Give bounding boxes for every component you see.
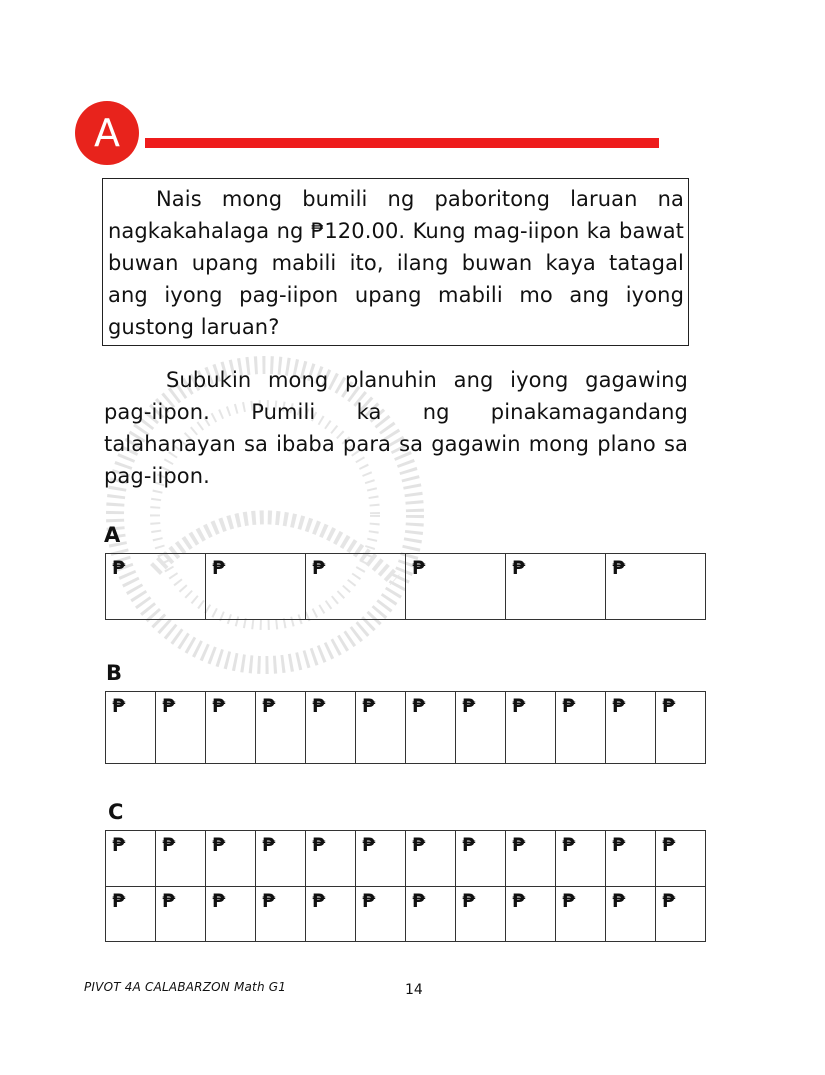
peso-cell[interactable]: ₱ (106, 554, 206, 620)
footer-course-label: PIVOT 4A CALABARZON Math G1 (84, 980, 287, 994)
savings-table-a (105, 553, 706, 620)
peso-cell[interactable]: ₱ (106, 692, 156, 764)
peso-cell[interactable]: ₱ (356, 887, 406, 942)
peso-cell[interactable]: ₱ (556, 887, 606, 942)
problem-text (108, 183, 684, 343)
peso-cell[interactable]: ₱ (406, 831, 456, 887)
peso-cell[interactable]: ₱ (456, 831, 506, 887)
table-b-label: B (106, 661, 123, 685)
peso-cell[interactable]: ₱ (606, 554, 706, 620)
peso-cell[interactable]: ₱ (106, 831, 156, 887)
peso-cell[interactable]: ₱ (356, 831, 406, 887)
peso-cell[interactable]: ₱ (156, 887, 206, 942)
peso-cell[interactable]: ₱ (306, 831, 356, 887)
peso-cell[interactable]: ₱ (556, 692, 606, 764)
savings-table-c-row-1 (105, 830, 706, 887)
peso-cell[interactable]: ₱ (506, 554, 606, 620)
peso-cell[interactable]: ₱ (206, 554, 306, 620)
peso-cell[interactable]: ₱ (656, 887, 706, 942)
section-badge: A (75, 101, 139, 165)
peso-cell[interactable]: ₱ (156, 692, 206, 764)
peso-cell[interactable]: ₱ (456, 692, 506, 764)
table-a-label: A (104, 523, 121, 547)
peso-cell[interactable]: ₱ (156, 831, 206, 887)
problem-box (102, 178, 689, 346)
section-title-bar (145, 138, 659, 148)
peso-cell[interactable]: ₱ (206, 887, 256, 942)
instruction-text-content: Subukin mong planuhin ang iyong gagawing pag-iipon. Pumili ka ng pinakamagandang talahanayan sa ibaba para sa gagawin mong plano sa pag-iipon. (104, 368, 688, 488)
peso-cell[interactable]: ₱ (206, 692, 256, 764)
page-number: 14 (405, 982, 423, 998)
peso-cell[interactable]: ₱ (606, 692, 656, 764)
peso-cell[interactable]: ₱ (606, 831, 656, 887)
peso-cell[interactable]: ₱ (206, 831, 256, 887)
peso-cell[interactable]: ₱ (656, 692, 706, 764)
peso-cell[interactable]: ₱ (306, 692, 356, 764)
savings-table-b (105, 691, 706, 764)
peso-cell[interactable]: ₱ (606, 887, 656, 942)
peso-cell[interactable]: ₱ (456, 887, 506, 942)
peso-cell[interactable]: ₱ (556, 831, 606, 887)
peso-cell[interactable]: ₱ (106, 887, 156, 942)
peso-cell[interactable]: ₱ (506, 692, 556, 764)
peso-cell[interactable]: ₱ (256, 887, 306, 942)
peso-cell[interactable]: ₱ (356, 692, 406, 764)
peso-cell[interactable]: ₱ (256, 831, 306, 887)
peso-cell[interactable]: ₱ (406, 887, 456, 942)
instruction-text (104, 364, 688, 492)
peso-cell[interactable]: ₱ (506, 831, 556, 887)
peso-cell[interactable]: ₱ (656, 831, 706, 887)
peso-cell[interactable]: ₱ (306, 554, 406, 620)
savings-table-c-row-2 (105, 886, 706, 942)
peso-cell[interactable]: ₱ (406, 554, 506, 620)
peso-cell[interactable]: ₱ (256, 692, 306, 764)
peso-cell[interactable]: ₱ (506, 887, 556, 942)
peso-cell[interactable]: ₱ (406, 692, 456, 764)
peso-cell[interactable]: ₱ (306, 887, 356, 942)
table-c-label: C (108, 800, 124, 824)
problem-text-content: Nais mong bumili ng paboritong laruan na nagkakahalaga ng ₱120.00. Kung mag-iipon ka bawat buwan upang mabili ito, ilang buwan kaya tatagal ang iyong pag-iipon upang mabili mo ang iyong gustong laruan? (108, 187, 684, 339)
